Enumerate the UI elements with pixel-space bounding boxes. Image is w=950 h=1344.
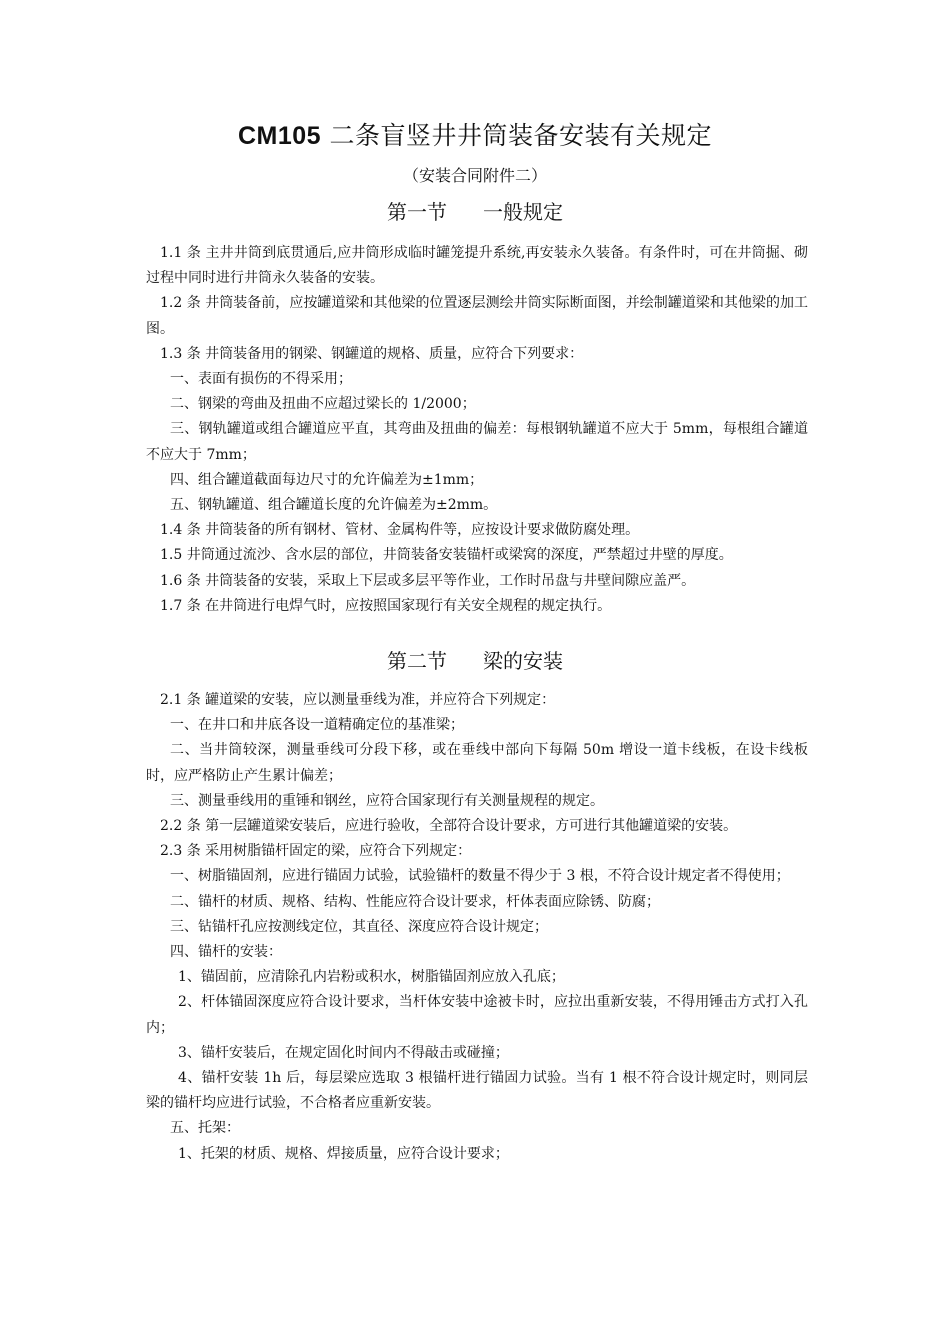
title-text: 二条盲竖井井筒装备安装有关规定 [329,121,713,150]
section-1-number: 第一节 [387,200,447,224]
clause-2-3-item-4: 四、锚杆的安装： [170,944,282,961]
clause-1-4: 1.4 条 井筒装备的所有钢材、管材、金属构件等，应按设计要求做防腐处理。 [160,522,640,539]
clause-1-6: 1.6 条 井筒装备的安装，采取上下层或多层平等作业，工作时吊盘与井壁间隙应盖严。 [160,572,696,589]
section-2-heading [0,645,950,674]
clause-2-3-item-2: 二、锚杆的材质、规格、结构、性能应符合设计要求，杆体表面应除锈、防腐； [170,893,660,910]
clause-1-3-item-1: 一、表面有损伤的不得采用； [170,371,352,388]
clause-2-3-5-sub-1: 1、托架的材质、规格、焊接质量，应符合设计要求； [178,1145,509,1162]
clause-1-7: 1.7 条 在井筒进行电焊气时，应按照国家现行有关安全规程的规定执行。 [160,597,612,614]
clause-2-1-item-3: 三、测量垂线用的重锤和钢丝，应符合国家现行有关测量规程的规定。 [170,792,604,809]
clause-2-3-4-sub-1: 1、锚固前，应清除孔内岩粉或积水，树脂锚固剂应放入孔底； [178,969,565,986]
clause-2-3-item-3: 三、钻锚杆孔应按测线定位，其直径、深度应符合设计规定； [170,918,548,935]
clause-1-3-item-3: 三、钢轨罐道或组合罐道应平直，其弯曲及扭曲的偏差：每根钢轨罐道不应大于 5mm，每根组合罐道不应大于 7mm； [146,421,808,463]
clause-1-2: 1.2 条 井筒装备前，应按罐道梁和其他梁的位置逐层测绘井筒实际断面图，并绘制罐道梁和其他梁的加工图。 [146,295,808,337]
clause-2-1: 2.1 条 罐道梁的安装，应以测量垂线为准，并应符合下列规定： [160,692,556,708]
clause-2-3-item-5: 五、托架： [170,1120,240,1137]
clause-2-3-item-1: 一、树脂锚固剂，应进行锚固力试验，试验锚杆的数量不得少于 3 根，不符合设计规定者不得使用； [170,868,790,885]
clause-2-3-4-sub-3: 3、锚杆安装后，在规定固化时间内不得敲击或碰撞； [178,1044,509,1061]
clause-1-3-item-2: 二、钢梁的弯曲及扭曲不应超过梁长的 1/2000； [170,396,476,413]
clause-2-3: 2.3 条 采用树脂锚杆固定的梁，应符合下列规定： [160,843,472,860]
clause-2-3-4-sub-2: 2、杆体锚固深度应符合设计要求，当杆体安装中途被卡时，应拉出重新安装，不得用锤击方式打入孔内； [146,994,808,1036]
section-1-title: 一般规定 [483,200,563,224]
section-1-heading [0,196,950,225]
clause-2-2: 2.2 条 第一层罐道梁安装后，应进行验收，全部符合设计要求，方可进行其他罐道梁的安装。 [160,818,738,835]
clause-2-1-item-1: 一、在井口和井底各设一道精确定位的基准梁； [170,717,464,734]
clause-1-1: 1.1 条 主井井筒到底贯通后,应井筒形成临时罐笼提升系统,再安装永久装备。有条件时，可在井筒掘、砌过程中同时进行井筒永久装备的安装。 [146,245,808,287]
clause-2-1-item-2: 二、当井筒较深，测量垂线可分段下移，或在垂线中部向下每隔 50m 增设一道卡线板，在设卡线板时，应严格防止产生累计偏差； [146,742,808,784]
clause-1-3-item-4: 四、组合罐道截面每边尺寸的允许偏差为±1mm； [170,471,484,488]
section-2-body [146,688,808,1167]
section-1-body [146,241,808,619]
document-subtitle: （安装合同附件二） [402,166,547,185]
clause-1-3-item-5: 五、钢轨罐道、组合罐道长度的允许偏差为±2mm。 [170,497,498,514]
clause-1-5: 1.5 井筒通过流沙、含水层的部位，井筒装备安装锚杆或梁窝的深度，严禁超过井壁的厚度。 [160,547,733,564]
section-2-number: 第二节 [387,649,447,673]
clause-1-3: 1.3 条 井筒装备用的钢梁、钢罐道的规格、质量，应符合下列要求： [160,345,584,362]
clause-2-3-4-sub-4: 4、锚杆安装 1h 后，每层梁应选取 3 根锚杆进行锚固力试验。当有 1 根不符合设计规定时，则同层梁的锚杆均应进行试验，不合格者应重新安装。 [146,1070,808,1112]
title-code: CM105 [237,122,322,150]
document-title [0,116,950,152]
section-2-title: 梁的安装 [483,649,563,673]
